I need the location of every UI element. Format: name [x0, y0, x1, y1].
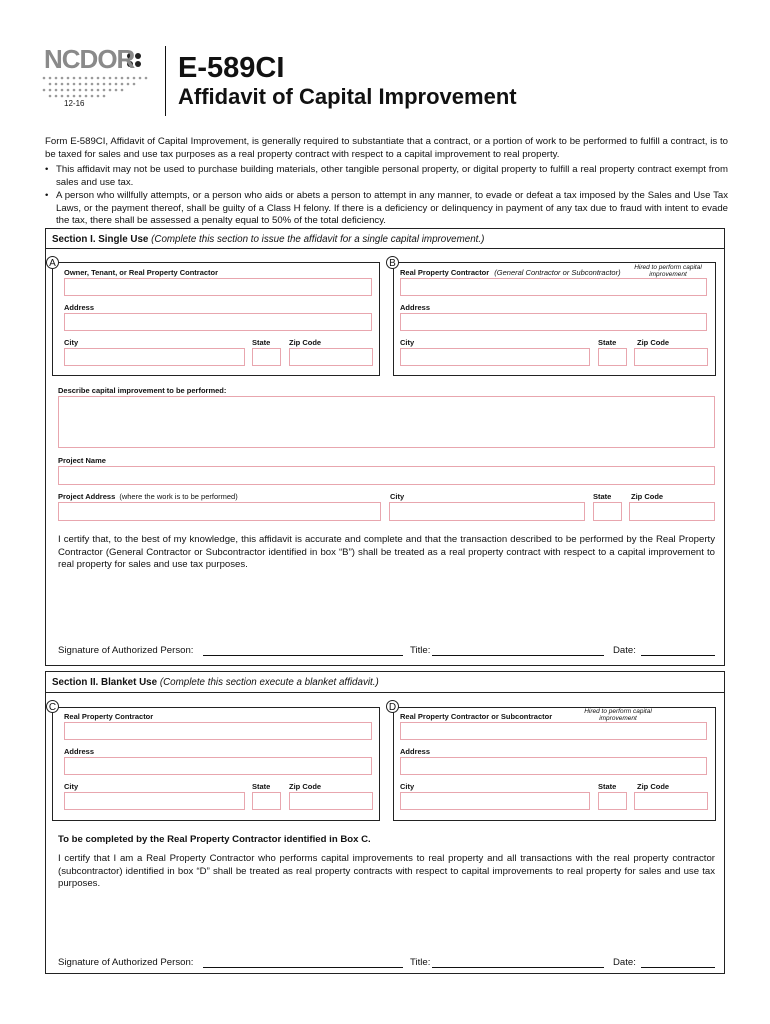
box-d-state-field[interactable] [598, 792, 627, 810]
section-1-title [52, 234, 484, 245]
section-2-title-line[interactable] [432, 967, 604, 968]
box-b-name-field[interactable] [400, 278, 707, 296]
section-1-title-label: Title: [410, 645, 431, 656]
box-c-city-label: City [64, 782, 79, 791]
box-c-city-field[interactable] [64, 792, 245, 810]
box-a-city-label: City [64, 338, 79, 347]
section-1-signature-line[interactable] [203, 655, 403, 656]
box-c-zip-field[interactable] [289, 792, 373, 810]
box-d-zip-label: Zip Code [637, 782, 670, 791]
project-zip-field[interactable] [629, 502, 715, 521]
section-1-date-label: Date: [613, 645, 636, 656]
box-d-city-label: City [400, 782, 415, 791]
box-c-name-field[interactable] [64, 722, 372, 740]
section-2-date-line[interactable] [641, 967, 715, 968]
box-c-state-label: State [252, 782, 271, 791]
box-d-address-label: Address [400, 747, 431, 756]
box-c-state-field[interactable] [252, 792, 281, 810]
box-c-letter: C [46, 700, 59, 713]
project-address-label [58, 492, 238, 501]
project-address-field[interactable] [58, 502, 381, 521]
box-c-address-label: Address [64, 747, 95, 756]
project-city-label: City [390, 492, 405, 501]
project-state-field[interactable] [593, 502, 622, 521]
box-b-address-field[interactable] [400, 313, 707, 331]
box-a-address-field[interactable] [64, 313, 372, 331]
box-d-hired-label: Hired to perform capital improvement [584, 708, 652, 722]
box-b-city-label: City [400, 338, 415, 347]
box-a-state-label: State [252, 338, 271, 347]
revision-date: 12-16 [64, 99, 85, 108]
box-d-name-label: Real Property Contractor or Subcontractor [400, 712, 553, 721]
box-d-state-label: State [598, 782, 617, 791]
section-2-date-label: Date: [613, 957, 636, 968]
ncdor-logo [40, 44, 156, 114]
bullet-2: A person who willfully attempts, or a person who aids or abets a person to attempt in any manner, to evade or defeat a tax imposed by the Sales and Use Tax Laws, or the payment thereof, shall be guilty of a Class H felony. If there is a deficiency or delinquency in payment of any tax due to fraud with intent to evade the tax, there shall be assessed a penalty equal to 50% of the total deficiency. [56, 190, 728, 227]
project-city-field[interactable] [389, 502, 585, 521]
section-1-subtitle: (Complete this section to issue the affidavit for a single capital improvement.) [151, 234, 485, 245]
box-a-city-field[interactable] [64, 348, 245, 366]
section-1-header-rule [45, 248, 725, 249]
bullet-2-marker: • [45, 190, 49, 201]
box-d-address-field[interactable] [400, 757, 707, 775]
box-b-zip-label: Zip Code [637, 338, 670, 347]
section-1-signature-label: Signature of Authorized Person: [58, 645, 194, 656]
describe-field[interactable] [58, 396, 715, 448]
box-c-name-label: Real Property Contractor [64, 712, 154, 721]
header-divider [165, 46, 166, 116]
section-2-certification: I certify that I am a Real Property Contractor who performs capital improvements to real property and all transactions with the real property contractor (subcontractor) identified in box “D” shall be treated as real property contracts with respect to capital improvements to real property for sales and use tax purposes. [58, 853, 715, 890]
describe-label: Describe capital improvement to be performed: [58, 386, 227, 395]
project-state-label: State [593, 492, 612, 501]
section-2-header-rule [45, 692, 725, 693]
intro-paragraph: Form E-589CI, Affidavit of Capital Improvement, is generally required to substantiate that a contract, or a portion of work to be performed to fulfill a contract, is to be taxed for sales and use tax purposes as a real property contract with respect to a capital improvement to real property. [45, 136, 728, 160]
section-1-date-line[interactable] [641, 655, 715, 656]
section-1-title-text: Section I. Single Use [52, 234, 149, 245]
box-b-state-field[interactable] [598, 348, 627, 366]
box-a-zip-field[interactable] [289, 348, 373, 366]
project-name-label: Project Name [58, 456, 106, 465]
form-number: E-589CI [178, 52, 285, 84]
box-b-name-label-note: (General Contractor or Subcontractor) [494, 268, 621, 277]
box-a-zip-label: Zip Code [289, 338, 322, 347]
box-a-name-field[interactable] [64, 278, 372, 296]
section-2-subtitle: (Complete this section execute a blanket affidavit.) [159, 677, 379, 688]
box-b-name-label [400, 268, 621, 277]
section-2-signature-label: Signature of Authorized Person: [58, 957, 194, 968]
section-2-title-text: Section II. Blanket Use [52, 677, 158, 688]
box-c-zip-label: Zip Code [289, 782, 322, 791]
form-title: Affidavit of Capital Improvement [178, 84, 517, 109]
project-name-field[interactable] [58, 466, 715, 485]
box-c-address-field[interactable] [64, 757, 372, 775]
box-d-city-field[interactable] [400, 792, 590, 810]
box-d-letter: D [386, 700, 399, 713]
section-1-certification: I certify that, to the best of my knowledge, this affidavit is accurate and complete and that the transaction described to be performed by the Real Property Contractor (General Contractor or Subcontractor identified in box “B”) shall be treated as a real property contract with respect to a capital improvement to real property for sales and use tax purposes. [58, 534, 715, 571]
section-2-signature-line[interactable] [203, 967, 403, 968]
box-b-hired-label: Hired to perform capital improvement [634, 264, 702, 278]
box-b-name-label-text: Real Property Contractor [400, 268, 490, 277]
section-1-title-line[interactable] [432, 655, 604, 656]
box-c-heading: To be completed by the Real Property Contractor identified in Box C. [58, 834, 371, 845]
box-b-zip-field[interactable] [634, 348, 708, 366]
section-2-title [52, 677, 379, 688]
box-d-zip-field[interactable] [634, 792, 708, 810]
project-address-label-text: Project Address [58, 492, 116, 501]
project-address-note: (where the work is to be performed) [119, 492, 238, 501]
bullet-1: This affidavit may not be used to purchase building materials, other tangible personal property, or digital property to fulfill a real property contract exempt from sales and use tax. [56, 164, 728, 188]
box-b-city-field[interactable] [400, 348, 590, 366]
box-a-name-label: Owner, Tenant, or Real Property Contractor [64, 268, 219, 277]
box-a-state-field[interactable] [252, 348, 281, 366]
box-b-state-label: State [598, 338, 617, 347]
bullet-1-marker: • [45, 164, 49, 175]
section-2-title-label: Title: [410, 957, 431, 968]
box-b-address-label: Address [400, 303, 431, 312]
box-d-name-field[interactable] [400, 722, 707, 740]
project-zip-label: Zip Code [631, 492, 664, 501]
box-a-letter: A [46, 256, 59, 269]
box-b-letter: B [386, 256, 399, 269]
box-a-address-label: Address [64, 303, 95, 312]
logo-text: NCDOR [44, 44, 135, 74]
